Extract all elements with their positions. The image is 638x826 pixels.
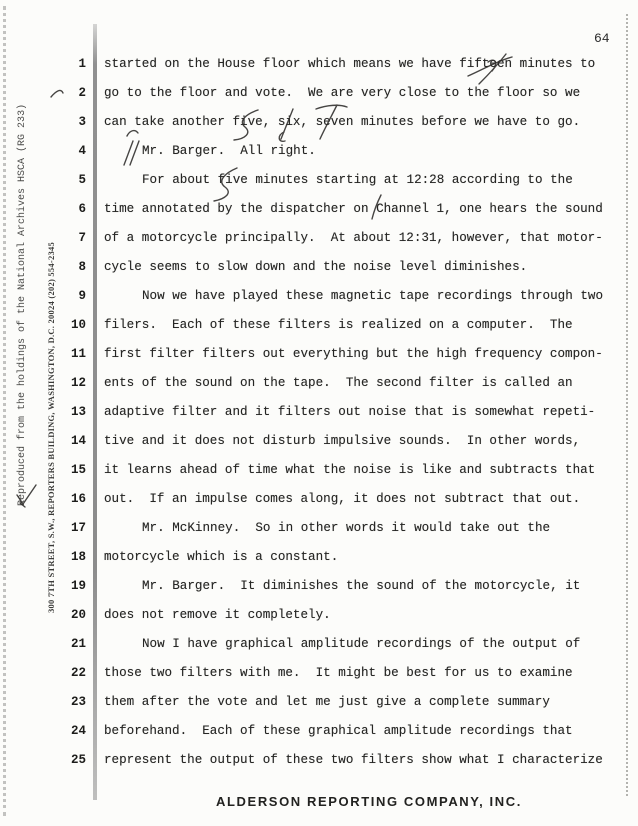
reporter-address: 300 7TH STREET, S.W., REPORTERS BUILDING, WASHINGTON, D.C. 20024 (202) 554-2345 — [46, 241, 56, 613]
line-number: 4 — [78, 144, 86, 158]
line-number: 18 — [70, 550, 86, 564]
line-number: 5 — [78, 173, 86, 187]
line-text: For about five minutes starting at 12:28 according to the — [142, 173, 573, 187]
line-text: it learns ahead of time what the noise is like and subtracts that — [104, 463, 596, 477]
transcript-line — [56, 282, 630, 311]
line-number: 1 — [78, 57, 86, 71]
line-text: Mr. Barger. All right. — [142, 144, 316, 158]
line-number: 19 — [70, 579, 86, 593]
transcript-line — [56, 311, 630, 340]
line-number: 2 — [78, 86, 86, 100]
line-text: ents of the sound on the tape. The second filter is called an — [104, 376, 573, 390]
line-text: time annotated by the dispatcher on Channel 1, one hears the sound — [104, 202, 603, 216]
transcript-line — [56, 717, 630, 746]
transcript-line — [56, 340, 630, 369]
line-text: Mr. Barger. It diminishes the sound of the motorcycle, it — [142, 579, 581, 593]
line-text: represent the output of these two filters show what I characterize — [104, 753, 603, 767]
line-number: 24 — [70, 724, 86, 738]
archives-stamp: Reproduced from the holdings of the National Archives HSCA (RG 233) — [17, 103, 28, 506]
transcript-line — [56, 224, 630, 253]
line-number: 22 — [70, 666, 86, 680]
line-text: started on the House floor which means we have fifteen minutes to — [104, 57, 596, 71]
line-text: beforehand. Each of these graphical amplitude recordings that — [104, 724, 573, 738]
line-text: first filter filters out everything but the high frequency compon- — [104, 347, 603, 361]
line-text: filers. Each of these filters is realized on a computer. The — [104, 318, 573, 332]
line-text: of a motorcycle principally. At about 12:31, however, that motor- — [104, 231, 603, 245]
transcript-line — [56, 137, 630, 166]
line-number: 21 — [70, 637, 86, 651]
line-text: out. If an impulse comes along, it does not subtract that out. — [104, 492, 581, 506]
transcript-line — [56, 514, 630, 543]
transcript-line — [56, 485, 630, 514]
transcript-line — [56, 746, 630, 775]
line-number: 23 — [70, 695, 86, 709]
line-text: can take another five, six, seven minutes before we have to go. — [104, 115, 581, 129]
line-text: motorcycle which is a constant. — [104, 550, 339, 564]
transcript-line — [56, 688, 630, 717]
line-text: adaptive filter and it filters out noise that is somewhat repeti- — [104, 405, 596, 419]
transcript-line — [56, 369, 630, 398]
line-text: Now we have played these magnetic tape recordings through two — [142, 289, 604, 303]
transcript-line — [56, 253, 630, 282]
scan-edge-left — [3, 6, 6, 816]
line-number: 20 — [70, 608, 86, 622]
line-number: 10 — [70, 318, 86, 332]
line-number: 9 — [78, 289, 86, 303]
transcript-line — [56, 108, 630, 137]
transcript-line — [56, 601, 630, 630]
line-number: 17 — [70, 521, 86, 535]
line-number: 8 — [78, 260, 86, 274]
line-number: 16 — [70, 492, 86, 506]
line-text: Now I have graphical amplitude recordings of the output of — [142, 637, 581, 651]
transcript-line — [56, 659, 630, 688]
line-text: does not remove it completely. — [104, 608, 331, 622]
transcript-line — [56, 543, 630, 572]
line-number: 7 — [78, 231, 86, 245]
transcript-line — [56, 456, 630, 485]
line-text: cycle seems to slow down and the noise level diminishes. — [104, 260, 528, 274]
reporting-company-footer: ALDERSON REPORTING COMPANY, INC. — [216, 794, 522, 809]
transcript-line — [56, 572, 630, 601]
line-text: Mr. McKinney. So in other words it would take out the — [142, 521, 551, 535]
transcript-line — [56, 195, 630, 224]
transcript-line — [56, 398, 630, 427]
transcript-body — [56, 50, 630, 775]
transcript-line — [56, 166, 630, 195]
line-number: 6 — [78, 202, 86, 216]
line-text: those two filters with me. It might be best for us to examine — [104, 666, 573, 680]
line-number: 11 — [70, 347, 86, 361]
line-number: 15 — [70, 463, 86, 477]
line-number: 25 — [70, 753, 86, 767]
line-number: 3 — [78, 115, 86, 129]
line-text: go to the floor and vote. We are very close to the floor so we — [104, 86, 581, 100]
transcript-line — [56, 79, 630, 108]
line-number: 12 — [70, 376, 86, 390]
page-number: 64 — [594, 31, 610, 46]
transcript-line — [56, 630, 630, 659]
transcript-line — [56, 50, 630, 79]
transcript-line — [56, 427, 630, 456]
line-number: 13 — [70, 405, 86, 419]
line-text: tive and it does not disturb impulsive sounds. In other words, — [104, 434, 581, 448]
line-text: them after the vote and let me just give a complete summary — [104, 695, 550, 709]
line-number: 14 — [70, 434, 86, 448]
